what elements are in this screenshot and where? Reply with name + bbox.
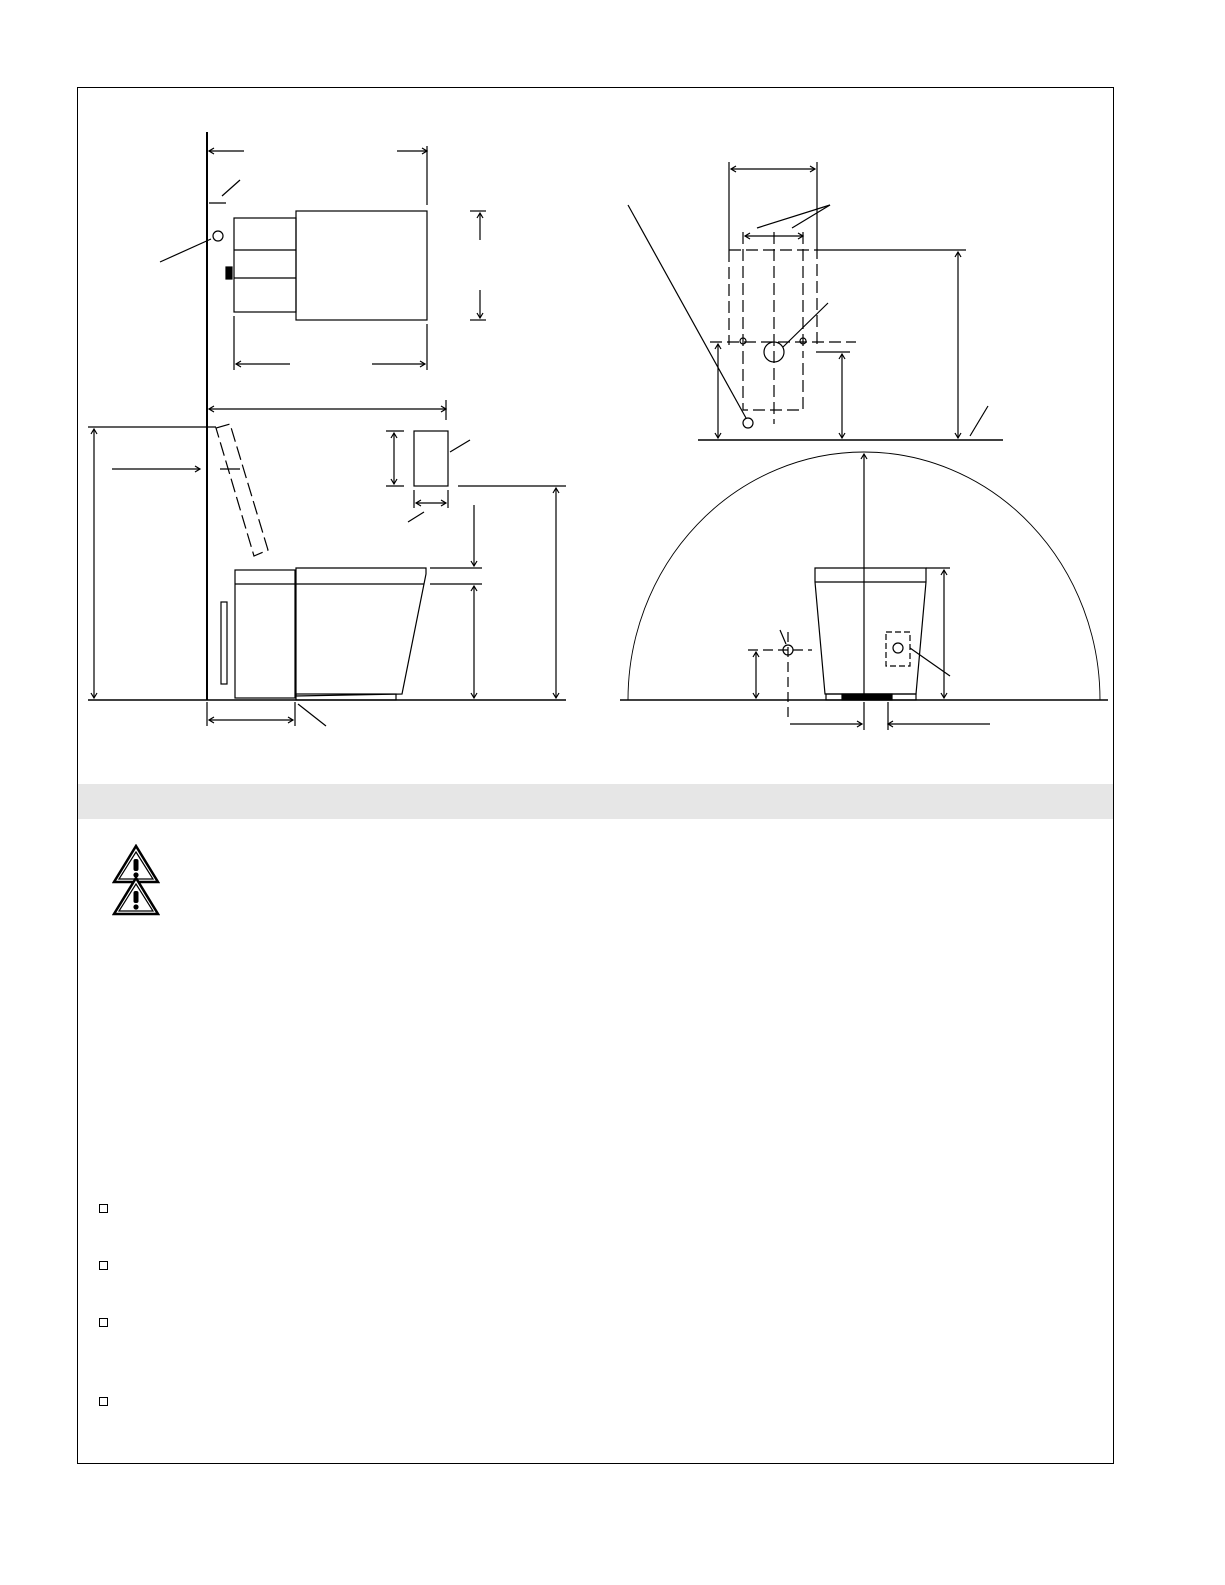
notes-header-band: [78, 784, 1113, 819]
front-elevation: [620, 452, 1108, 730]
rear-rough-in: [628, 162, 1003, 440]
checkbox-icon[interactable]: [99, 1204, 108, 1213]
checkbox-icon[interactable]: [99, 1318, 108, 1327]
side-elevation: [88, 400, 566, 726]
plan-view: [160, 132, 486, 700]
checkbox-icon[interactable]: [99, 1397, 108, 1406]
checkbox-icon[interactable]: [99, 1261, 108, 1270]
warning-triangle-icon: [112, 876, 160, 916]
